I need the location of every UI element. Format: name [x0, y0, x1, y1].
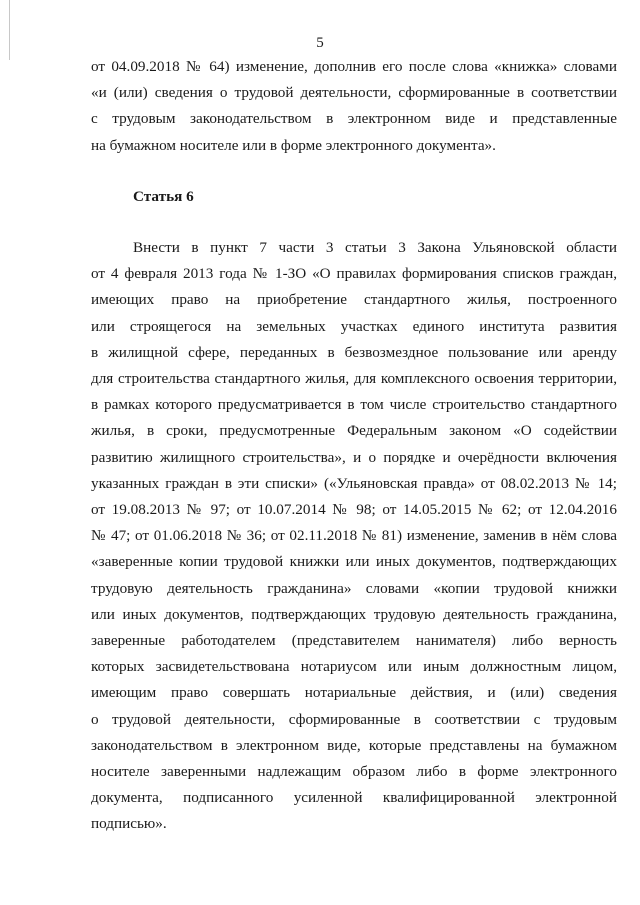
text-line: развитию жилищного строительства», и о порядке и очерёдности включения [91, 448, 617, 466]
text-line: от 4 февраля 2013 года № 1-ЗО «О правилах формирования списков граждан, [91, 265, 617, 283]
text-line: документа, подписанного усиленной квалифицированной электронной [91, 789, 617, 807]
text-line: указанных граждан в эти списки» («Ульяновская правда» от 08.02.2013 № 14; [91, 474, 617, 492]
text-line: от 04.09.2018 № 64) изменение, дополнив его после слова «книжка» словами [91, 58, 617, 75]
text-line: заверенные работодателем (представителем нанимателя) либо верность [91, 632, 617, 650]
text-line: имеющих право на приобретение стандартного жилья, построенного [91, 291, 617, 309]
text-line: или иных документов, подтверждающих трудовую деятельность гражданина, [91, 605, 617, 623]
text-line: трудовую деятельность гражданина» словами «копии трудовой книжки [91, 579, 617, 597]
article-6-paragraph [91, 235, 617, 838]
text-line: «и (или) сведения о трудовой деятельности, сформированные в соответствии [91, 84, 617, 102]
text-line: на бумажном носителе или в форме электронного документа». [91, 136, 496, 154]
text-line: от 19.08.2013 № 97; от 10.07.2014 № 98; от 14.05.2015 № 62; от 12.04.2016 [91, 501, 617, 519]
text-line: о трудовой деятельности, сформированные в соответствии с трудовым [91, 710, 617, 728]
text-line: подписью». [91, 815, 167, 833]
paragraph-continuation [91, 54, 617, 159]
text-line: № 47; от 01.06.2018 № 36; от 02.11.2018 № 81) изменение, заменив в нём слова [91, 527, 617, 545]
text-line: «заверенные копии трудовой книжки или иных документов, подтверждающих [91, 553, 617, 571]
text-line: для строительства стандартного жилья, для комплексного освоения территории, [91, 370, 617, 388]
text-line: которых засвидетельствована нотариусом или иным должностным лицом, [91, 658, 617, 676]
text-line: или строящегося на земельных участках единого института развития [91, 317, 617, 335]
text-line: в жилищной сфере, переданных в безвозмездное пользование или аренду [91, 343, 617, 361]
article-heading: Статья 6 [133, 188, 194, 205]
text-line: законодательством в электронном виде, которые представлены на бумажном [91, 736, 617, 754]
text-line: с трудовым законодательством в электронном виде и представленные [91, 110, 617, 128]
text-line: жилья, в сроки, предусмотренные Федеральным законом «О содействии [91, 422, 617, 440]
text-line: имеющим право совершать нотариальные действия, и (или) сведения [91, 684, 617, 702]
text-line: в рамках которого предусматривается в том числе строительство стандартного [91, 396, 617, 414]
text-line: носителе заверенными надлежащим образом либо в форме электронного [91, 763, 617, 781]
page-number: 5 [316, 35, 324, 51]
text-line: Внести в пункт 7 части 3 статьи 3 Закона Ульяновской области [133, 239, 617, 256]
